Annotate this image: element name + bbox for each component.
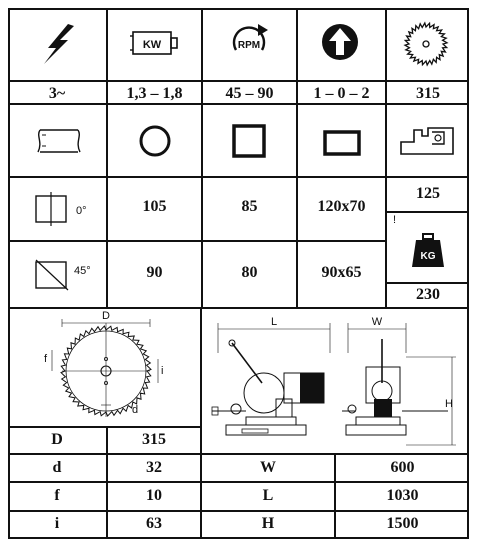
speed-value: 45 – 90 (225, 85, 274, 102)
blade-dimension-diagram (40, 309, 190, 423)
dims-val-H: 1500 (386, 515, 419, 532)
cut0-rect-value: 120x70 (317, 198, 366, 215)
cut-0-degree-icon (34, 192, 72, 226)
col-line (201, 8, 203, 307)
blade-D-label: D (102, 310, 110, 322)
power-value: 1,3 – 1,8 (126, 85, 183, 102)
weight-value: 230 (416, 286, 440, 303)
dims-key-W: W (260, 459, 276, 476)
switch-value: 1 – 0 – 2 (313, 85, 370, 102)
phase-value: 3~ (48, 85, 66, 102)
blade-val-D: 315 (142, 431, 166, 448)
blade-key-D: D (51, 431, 63, 448)
clamp-opening-value: 125 (416, 185, 440, 202)
exclamation-mark: ! (393, 214, 397, 226)
machine-W-label: W (371, 316, 383, 328)
dims-key-H: H (261, 515, 275, 532)
blade-i-label: i (161, 365, 164, 377)
blade-val-i: 63 (146, 515, 162, 532)
cut45-round-value: 90 (146, 264, 163, 281)
blade-key-i: i (54, 515, 60, 532)
lightning-icon (38, 22, 78, 66)
row-line (8, 240, 385, 242)
blade-diameter-value: 315 (416, 85, 440, 102)
machine-L-label: L (270, 316, 278, 328)
row-line (8, 103, 469, 105)
angle-45-label: 45° (74, 265, 91, 277)
square-section-icon (231, 123, 267, 159)
row-line (385, 211, 469, 213)
dims-key-L: L (262, 487, 274, 504)
row-line (8, 80, 469, 82)
motor-kw-icon (130, 28, 180, 58)
col-line (296, 8, 298, 307)
dims-val-L: 1030 (386, 487, 419, 504)
row-line (8, 176, 469, 178)
machine-H-label: H (445, 398, 453, 410)
blade-key-d: d (52, 459, 62, 476)
cut0-square-value: 85 (241, 198, 258, 215)
dims-val-W: 600 (390, 459, 415, 476)
col-line (385, 8, 387, 307)
blade-d-label: d (132, 404, 139, 416)
col-line (200, 307, 202, 539)
blade-val-f: 10 (146, 487, 162, 504)
cut45-square-value: 80 (241, 264, 258, 281)
kg-label: KG (420, 251, 436, 262)
saw-blade-icon (402, 20, 450, 68)
row-line (8, 481, 469, 483)
kw-label: KW (142, 39, 162, 51)
round-bar-icon (34, 126, 86, 156)
cut0-round-value: 105 (142, 198, 167, 215)
cut-45-degree-icon (34, 258, 74, 292)
arrow-up-icon (320, 22, 360, 62)
row-line (8, 453, 469, 455)
angle-0-label: 0° (76, 205, 87, 217)
row-line (8, 510, 469, 512)
col-line (106, 8, 108, 307)
rpm-rotation-icon (228, 20, 272, 64)
row-line (8, 426, 200, 428)
round-section-icon (138, 124, 172, 158)
blade-key-f: f (54, 487, 60, 504)
rpm-label: RPM (237, 40, 261, 51)
machine-dimension-diagram (206, 313, 464, 447)
row-line (385, 282, 469, 284)
blade-val-d: 32 (146, 459, 162, 476)
rect-section-icon (322, 129, 362, 157)
clamp-profile-icon (398, 124, 456, 158)
blade-f-label: f (44, 353, 48, 365)
cut45-rect-value: 90x65 (321, 264, 362, 281)
weight-kg-icon (410, 233, 446, 269)
